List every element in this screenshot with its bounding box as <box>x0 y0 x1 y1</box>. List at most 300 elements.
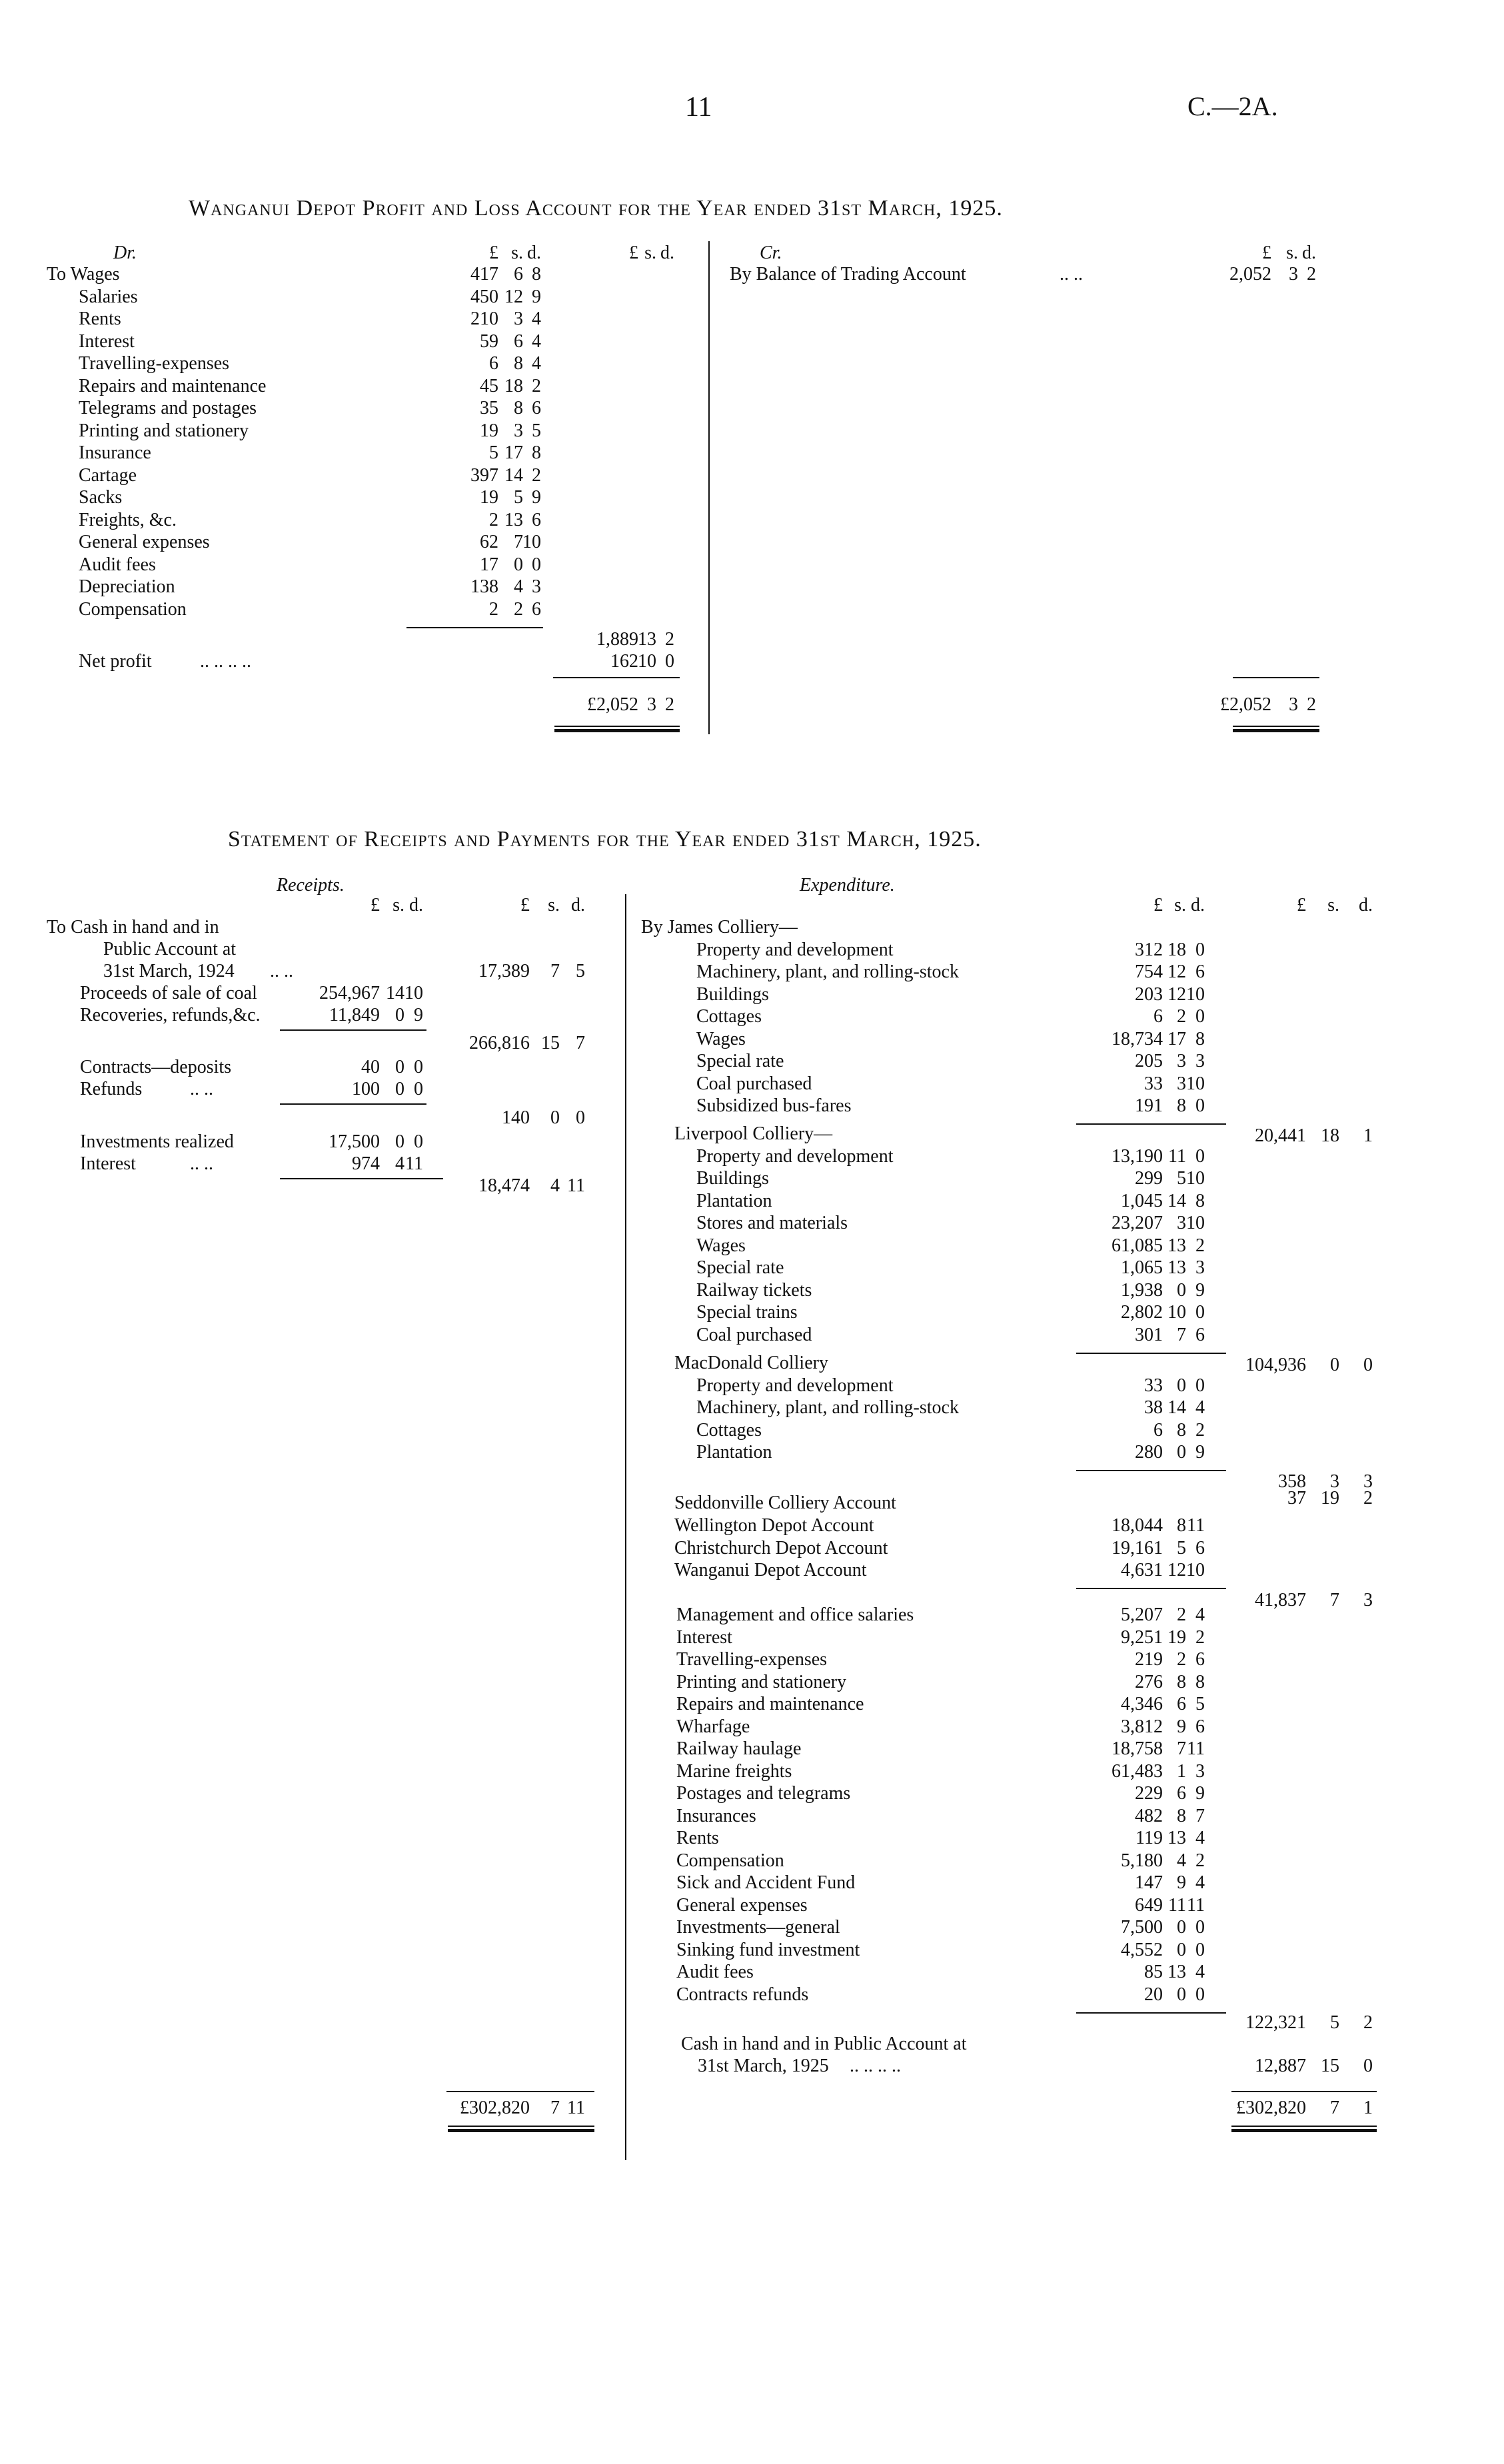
james-colliery-total-pounds: 20,441 <box>1255 1125 1306 1146</box>
expenditure-total-rule <box>1231 2091 1377 2092</box>
pl-total-cr-pounds: £2,052 <box>1220 694 1271 715</box>
pl-item-shillings: 12 <box>504 286 523 307</box>
macdonald-colliery-item-shillings: 0 <box>1177 1375 1186 1396</box>
depot-item-label: Christchurch Depot Account <box>674 1537 888 1558</box>
col-head: £ <box>1262 243 1271 263</box>
receipt-total-pounds: £302,820 <box>460 2098 530 2118</box>
col-head: d. <box>660 243 674 263</box>
james-colliery-item-label: Machinery, plant, and rolling-stock <box>696 961 959 982</box>
cr-item-label: By Balance of Trading Account <box>730 264 966 285</box>
pl-subtotal-pence: 2 <box>665 628 674 650</box>
pl-subtotal-pounds: 1,889 <box>596 628 638 650</box>
expenditure-total-pence: 1 <box>1363 2098 1373 2118</box>
depots-total-shillings: 7 <box>1330 1590 1339 1610</box>
macdonald-colliery-item-pence: 2 <box>1195 1419 1205 1441</box>
general-item-pence: 0 <box>1195 1939 1205 1960</box>
pl-item-pence: 6 <box>532 398 541 418</box>
receipt-coal-pounds: 254,967 <box>319 983 380 1003</box>
james-colliery-item-pence: 0 <box>1195 1006 1205 1027</box>
liverpool-colliery-heading: Liverpool Colliery— <box>674 1123 833 1144</box>
pl-item-pounds: 35 <box>480 398 498 418</box>
general-item-pounds: 85 <box>1144 1962 1163 1982</box>
receipt-cash-pence: 5 <box>576 961 585 981</box>
col-head: £ <box>1153 895 1163 916</box>
receipt-coal-label: Proceeds of sale of coal <box>80 983 257 1003</box>
pl-item-pence: 10 <box>522 532 541 552</box>
general-item-pounds: 20 <box>1144 1984 1163 2005</box>
liverpool-colliery-item-label: Plantation <box>696 1190 772 1211</box>
general-item-label: Compensation <box>676 1850 784 1871</box>
liverpool-colliery-total-shillings: 0 <box>1330 1354 1339 1375</box>
receipt-cash-line: To Cash in hand and in <box>47 917 219 937</box>
general-item-shillings: 2 <box>1177 1649 1186 1670</box>
liverpool-colliery-item-label: Coal purchased <box>696 1324 812 1345</box>
receipt-cash-line: Public Account at <box>103 939 237 959</box>
liverpool-colliery-item-shillings: 13 <box>1167 1257 1186 1278</box>
pl-item-label: Telegrams and postages <box>79 398 257 418</box>
receipt-sub1-pounds: 266,816 <box>469 1033 530 1053</box>
pl-divider <box>708 241 710 734</box>
receipt-refunds-pounds: 100 <box>352 1079 380 1099</box>
general-item-label: Insurances <box>676 1805 756 1826</box>
general-item-pence: 8 <box>1195 1671 1205 1692</box>
receipt-interest-label: Interest <box>80 1153 136 1174</box>
general-item-label: Sinking fund investment <box>676 1939 860 1960</box>
receipt-recoveries-shillings: 0 <box>395 1005 404 1025</box>
receipt-total-underline <box>448 2126 594 2132</box>
james-colliery-item-shillings: 12 <box>1167 983 1186 1005</box>
general-item-shillings: 2 <box>1177 1604 1186 1625</box>
pl-item-label: Interest <box>79 330 135 352</box>
receipt-rule <box>280 1103 426 1105</box>
col-head: d. <box>1302 243 1316 263</box>
james-colliery-item-shillings: 3 <box>1177 1073 1186 1094</box>
general-item-pounds: 649 <box>1135 1894 1163 1916</box>
pl-item-label: Salaries <box>79 286 138 307</box>
pl-item-pounds: 5 <box>489 442 498 463</box>
receipt-sub3-pence: 11 <box>567 1175 585 1196</box>
general-total-pence: 2 <box>1363 2012 1373 2033</box>
james-colliery-item-pounds: 6 <box>1153 1006 1163 1027</box>
james-colliery-heading: By James Colliery— <box>641 917 798 937</box>
receipt-contracts-pence: 0 <box>414 1057 423 1077</box>
general-item-pence: 2 <box>1195 1850 1205 1871</box>
pl-item-pounds: 19 <box>480 420 498 441</box>
col-head: s. <box>392 895 404 916</box>
pl-item-label: Audit fees <box>79 554 156 575</box>
liverpool-colliery-item-pence: 6 <box>1195 1324 1205 1345</box>
james-colliery-total-shillings: 18 <box>1321 1125 1339 1146</box>
leader-dots: .. .. <box>190 1153 213 1174</box>
col-head: £ <box>489 243 498 263</box>
general-item-pence: 0 <box>1195 1984 1205 2005</box>
liverpool-colliery-item-label: Special rate <box>696 1257 784 1278</box>
james-colliery-item-shillings: 8 <box>1177 1095 1186 1116</box>
liverpool-colliery-item-pounds: 301 <box>1135 1324 1163 1345</box>
general-item-shillings: 8 <box>1177 1671 1186 1692</box>
james-colliery-item-pence: 8 <box>1195 1028 1205 1049</box>
general-item-pounds: 18,758 <box>1112 1738 1163 1759</box>
pl-item-pounds: 417 <box>470 264 498 285</box>
pl-item-shillings: 3 <box>514 308 523 329</box>
pl-total-dr-pounds: £2,052 <box>587 694 638 715</box>
pl-item-pounds: 2 <box>489 598 498 620</box>
receipt-refunds-label: Refunds <box>80 1079 143 1099</box>
general-item-shillings: 0 <box>1177 1917 1186 1938</box>
depots-total-pence: 3 <box>1363 1590 1373 1610</box>
receipt-interest-pence: 11 <box>405 1153 423 1174</box>
col-head: £ <box>520 895 530 916</box>
expenditure-total-shillings: 7 <box>1330 2098 1339 2118</box>
liverpool-colliery-item-label: Special trains <box>696 1302 798 1323</box>
liverpool-colliery-item-pence: 9 <box>1195 1279 1205 1301</box>
pl-subtotal-rule <box>406 627 543 628</box>
col-head: £ <box>629 243 638 263</box>
general-item-pounds: 229 <box>1135 1783 1163 1804</box>
pl-item-shillings: 5 <box>514 487 523 508</box>
general-item-shillings: 0 <box>1177 1984 1186 2005</box>
cr-item-shillings: 3 <box>1289 264 1298 285</box>
col-head: s. <box>1286 243 1298 263</box>
receipt-contracts-shillings: 0 <box>395 1057 404 1077</box>
pl-total-cr-shillings: 3 <box>1289 694 1298 715</box>
james-colliery-item-pounds: 191 <box>1135 1095 1163 1116</box>
macdonald-colliery-item-shillings: 8 <box>1177 1419 1186 1441</box>
pl-item-pounds: 210 <box>470 308 498 329</box>
general-item-shillings: 8 <box>1177 1805 1186 1826</box>
pl-item-label: Insurance <box>79 442 151 463</box>
general-item-shillings: 13 <box>1167 1962 1186 1982</box>
pl-item-label: Sacks <box>79 487 123 508</box>
macdonald-colliery-total-pence: 3 <box>1363 1471 1373 1492</box>
receipt-investments-label: Investments realized <box>80 1131 234 1152</box>
general-item-label: Audit fees <box>676 1962 754 1982</box>
leader-dots: .. .. <box>270 961 293 981</box>
receipt-contracts-label: Contracts—deposits <box>80 1057 232 1077</box>
general-item-pounds: 276 <box>1135 1671 1163 1692</box>
depot-item-pence: 10 <box>1186 1560 1205 1580</box>
liverpool-colliery-item-shillings: 14 <box>1167 1190 1186 1211</box>
james-colliery-item-pounds: 754 <box>1135 961 1163 982</box>
james-colliery-item-pounds: 205 <box>1135 1051 1163 1071</box>
general-item-shillings: 11 <box>1168 1894 1186 1916</box>
receipt-investments-pounds: 17,500 <box>329 1131 380 1152</box>
general-item-label: Sick and Accident Fund <box>676 1872 856 1893</box>
james-colliery-item-pence: 0 <box>1195 1095 1205 1116</box>
pl-item-shillings: 3 <box>514 420 523 441</box>
general-item-shillings: 1 <box>1177 1760 1186 1782</box>
james-colliery-item-pounds: 33 <box>1144 1073 1163 1094</box>
pl-item-pounds: 17 <box>480 554 498 575</box>
pl-item-pence: 6 <box>532 598 541 620</box>
liverpool-colliery-item-label: Railway tickets <box>696 1279 812 1301</box>
james-colliery-item-pence: 10 <box>1186 983 1205 1005</box>
depot-item-pounds: 18,044 <box>1112 1515 1163 1536</box>
pl-item-shillings: 6 <box>514 264 523 285</box>
seddonville-label: Seddonville Colliery Account <box>674 1493 896 1513</box>
pl-item-label: Depreciation <box>79 576 175 597</box>
receipt-investments-shillings: 0 <box>395 1131 404 1152</box>
pl-total-dr-pence: 2 <box>665 694 674 715</box>
pl-item-label: Freights, &c. <box>79 509 177 530</box>
liverpool-colliery-item-pounds: 299 <box>1135 1168 1163 1189</box>
receipt-recoveries-pence: 9 <box>414 1005 423 1025</box>
receipt-sub2-pence: 0 <box>576 1107 585 1128</box>
col-head: £ <box>371 895 380 916</box>
pl-item-pence: 6 <box>532 509 541 530</box>
general-item-pence: 6 <box>1195 1649 1205 1670</box>
james-colliery-item-pence: 10 <box>1186 1073 1205 1094</box>
leader-dots: .. .. .. .. <box>200 650 251 672</box>
general-item-label: Railway haulage <box>676 1738 802 1759</box>
macdonald-colliery-item-label: Property and development <box>696 1375 894 1396</box>
general-item-pence: 4 <box>1195 1604 1205 1625</box>
general-item-pounds: 61,483 <box>1112 1760 1163 1782</box>
liverpool-colliery-item-pence: 2 <box>1195 1235 1205 1256</box>
general-item-pounds: 4,346 <box>1121 1694 1163 1714</box>
pl-item-shillings: 4 <box>514 576 523 597</box>
receipt-total-shillings: 7 <box>550 2098 560 2118</box>
pl-total-cr-pence: 2 <box>1307 694 1316 715</box>
macdonald-colliery-item-pence: 9 <box>1195 1442 1205 1463</box>
macdonald-colliery-item-pounds: 38 <box>1144 1397 1163 1418</box>
col-head: d. <box>409 895 423 916</box>
pl-item-pence: 4 <box>532 330 541 352</box>
pl-item-pence: 9 <box>532 286 541 307</box>
depots-total-pounds: 41,837 <box>1255 1590 1306 1610</box>
james-colliery-total-pence: 1 <box>1363 1125 1373 1146</box>
net-profit-label: Net profit <box>79 650 152 672</box>
liverpool-colliery-item-pence: 10 <box>1186 1168 1205 1189</box>
depot-item-pence: 11 <box>1187 1515 1205 1536</box>
general-item-label: Printing and stationery <box>676 1671 847 1692</box>
liverpool-colliery-total-pence: 0 <box>1363 1354 1373 1375</box>
general-item-pence: 7 <box>1195 1805 1205 1826</box>
depot-item-label: Wellington Depot Account <box>674 1515 874 1536</box>
col-head: d. <box>527 243 541 263</box>
receipt-coal-pence: 10 <box>404 983 423 1003</box>
liverpool-colliery-item-pounds: 1,045 <box>1121 1190 1163 1211</box>
general-item-pounds: 3,812 <box>1121 1716 1163 1737</box>
general-item-label: Marine freights <box>676 1760 792 1782</box>
col-head: s. <box>1174 895 1186 916</box>
general-item-shillings: 9 <box>1177 1872 1186 1893</box>
depot-item-label: Wanganui Depot Account <box>674 1560 867 1580</box>
james-colliery-item-pounds: 203 <box>1135 983 1163 1005</box>
receipt-sub3-shillings: 4 <box>550 1175 560 1196</box>
general-item-shillings: 19 <box>1167 1626 1186 1648</box>
liverpool-colliery-item-shillings: 3 <box>1177 1213 1186 1233</box>
receipt-cash-line: 31st March, 1924 <box>103 961 235 981</box>
closing-cash-label: Cash in hand and in Public Account at <box>681 2034 967 2054</box>
liverpool-colliery-item-pence: 0 <box>1195 1145 1205 1167</box>
col-head: s. <box>511 243 523 263</box>
liverpool-colliery-total-pounds: 104,936 <box>1245 1354 1306 1375</box>
pl-item-pounds: 6 <box>489 353 498 374</box>
liverpool-colliery-item-shillings: 11 <box>1168 1145 1186 1167</box>
liverpool-colliery-item-label: Stores and materials <box>696 1213 848 1233</box>
pl-cr-total-rule <box>1233 677 1319 678</box>
james-colliery-item-pounds: 312 <box>1135 939 1163 960</box>
cr-heading: Cr. <box>760 243 782 263</box>
james-colliery-item-label: Property and development <box>696 939 894 960</box>
receipt-interest-shillings: 4 <box>395 1153 404 1174</box>
net-profit-shillings: 10 <box>638 650 656 672</box>
general-item-pounds: 5,207 <box>1121 1604 1163 1625</box>
pl-item-label: Rents <box>79 308 121 329</box>
rp-divider <box>625 894 626 2160</box>
general-item-pounds: 9,251 <box>1121 1626 1163 1648</box>
james-colliery-rule <box>1076 1123 1226 1125</box>
liverpool-colliery-item-shillings: 10 <box>1167 1302 1186 1323</box>
pl-item-pence: 2 <box>532 464 541 486</box>
expenditure-total-underline <box>1231 2126 1377 2132</box>
general-item-pounds: 5,180 <box>1121 1850 1163 1871</box>
liverpool-colliery-item-shillings: 5 <box>1177 1168 1186 1189</box>
general-item-pence: 4 <box>1195 1872 1205 1893</box>
general-total-pounds: 122,321 <box>1245 2012 1306 2033</box>
expenditure-total-pounds: £302,820 <box>1236 2098 1306 2118</box>
receipt-rule <box>280 1178 443 1179</box>
macdonald-colliery-item-label: Plantation <box>696 1442 772 1463</box>
james-colliery-item-shillings: 12 <box>1167 961 1186 982</box>
receipt-sub2-shillings: 0 <box>550 1107 560 1128</box>
receipt-sub1-shillings: 15 <box>541 1033 560 1053</box>
col-head: s. <box>1327 895 1339 916</box>
pl-item-shillings: 17 <box>504 442 523 463</box>
james-colliery-item-pence: 0 <box>1195 939 1205 960</box>
general-item-label: General expenses <box>676 1894 808 1916</box>
pl-total-cr-underline <box>1233 726 1319 732</box>
general-item-pounds: 119 <box>1135 1828 1163 1848</box>
pl-item-label: Travelling-expenses <box>79 353 230 374</box>
pl-item-pence: 0 <box>532 554 541 575</box>
cr-item-pence: 2 <box>1307 264 1316 285</box>
pl-total-dr-shillings: 3 <box>647 694 656 715</box>
depot-item-pounds: 4,631 <box>1121 1560 1163 1580</box>
pl-item-pence: 4 <box>532 308 541 329</box>
liverpool-colliery-item-pence: 10 <box>1186 1213 1205 1233</box>
macdonald-colliery-item-pounds: 33 <box>1144 1375 1163 1396</box>
james-colliery-item-shillings: 3 <box>1177 1051 1186 1071</box>
general-item-pence: 3 <box>1195 1760 1205 1782</box>
liverpool-colliery-item-label: Property and development <box>696 1145 894 1167</box>
receipt-investments-pence: 0 <box>414 1131 423 1152</box>
net-profit-pence: 0 <box>665 650 674 672</box>
pl-item-label: General expenses <box>79 532 210 552</box>
james-colliery-item-pounds: 18,734 <box>1112 1028 1163 1049</box>
macdonald-colliery-item-pence: 4 <box>1195 1397 1205 1418</box>
depot-item-pence: 6 <box>1195 1537 1205 1558</box>
james-colliery-item-label: Subsidized bus-fares <box>696 1095 852 1116</box>
closing-cash-pence: 0 <box>1363 2056 1373 2076</box>
liverpool-colliery-item-shillings: 7 <box>1177 1324 1186 1345</box>
liverpool-colliery-item-label: Wages <box>696 1235 746 1256</box>
receipt-total-rule <box>446 2091 594 2092</box>
liverpool-colliery-item-label: Buildings <box>696 1168 769 1189</box>
pl-item-pounds: 59 <box>480 330 498 352</box>
general-item-pence: 11 <box>1187 1894 1205 1916</box>
general-item-label: Interest <box>676 1626 732 1648</box>
seddonville-pence: 2 <box>1363 1488 1373 1509</box>
receipt-rule <box>280 1029 426 1031</box>
pl-item-pence: 5 <box>532 420 541 441</box>
pl-item-shillings: 8 <box>514 353 523 374</box>
pl-title: Wanganui Depot Profit and Loss Account for the Year ended 31st March, 1925. <box>189 196 1003 221</box>
receipt-total-pence: 11 <box>567 2098 585 2118</box>
receipt-cash-shillings: 7 <box>550 961 560 981</box>
macdonald-colliery-rule <box>1076 1470 1226 1471</box>
col-head: d. <box>1191 895 1205 916</box>
macdonald-colliery-item-label: Machinery, plant, and rolling-stock <box>696 1397 959 1418</box>
receipt-refunds-pence: 0 <box>414 1079 423 1099</box>
general-item-pence: 5 <box>1195 1694 1205 1714</box>
receipt-refunds-shillings: 0 <box>395 1079 404 1099</box>
liverpool-colliery-item-pounds: 2,802 <box>1121 1302 1163 1323</box>
general-item-label: Postages and telegrams <box>676 1783 851 1804</box>
general-item-label: Repairs and maintenance <box>676 1694 864 1714</box>
general-item-pence: 2 <box>1195 1626 1205 1648</box>
pl-item-pence: 8 <box>532 264 541 285</box>
cr-item-pounds: 2,052 <box>1229 264 1271 285</box>
general-rule <box>1076 2012 1226 2014</box>
general-item-pence: 11 <box>1187 1738 1205 1759</box>
general-item-pence: 4 <box>1195 1828 1205 1848</box>
depot-item-shillings: 5 <box>1177 1537 1186 1558</box>
general-item-pence: 9 <box>1195 1783 1205 1804</box>
general-item-pounds: 219 <box>1135 1649 1163 1670</box>
receipt-sub2-pounds: 140 <box>502 1107 530 1128</box>
receipt-sub3-pounds: 18,474 <box>478 1175 530 1196</box>
expenditure-heading: Expenditure. <box>800 875 895 896</box>
receipt-recoveries-label: Recoveries, refunds,&c. <box>80 1005 261 1025</box>
rp-title: Statement of Receipts and Payments for the Year ended 31st March, 1925. <box>228 827 982 852</box>
pl-total-dr-underline <box>554 726 680 732</box>
depot-item-pounds: 19,161 <box>1112 1537 1163 1558</box>
general-item-pounds: 147 <box>1135 1872 1163 1893</box>
pl-item-shillings: 6 <box>514 330 523 352</box>
general-item-shillings: 6 <box>1177 1783 1186 1804</box>
pl-item-pounds: 397 <box>470 464 498 486</box>
pl-item-label: Repairs and maintenance <box>79 375 267 396</box>
pl-item-pence: 4 <box>532 353 541 374</box>
col-head: s. <box>548 895 560 916</box>
leader-dots: .. .. <box>1060 264 1083 285</box>
pl-total-rule <box>553 677 680 678</box>
macdonald-colliery-heading: MacDonald Colliery <box>674 1353 828 1373</box>
general-item-label: Investments—general <box>676 1917 840 1938</box>
general-item-pounds: 4,552 <box>1121 1939 1163 1960</box>
pl-item-pence: 8 <box>532 442 541 463</box>
receipt-recoveries-pounds: 11,849 <box>329 1005 380 1025</box>
leader-dots: .. .. .. .. <box>850 2056 901 2076</box>
leader-dots: .. .. <box>190 1079 213 1099</box>
general-item-shillings: 6 <box>1177 1694 1186 1714</box>
liverpool-colliery-item-shillings: 13 <box>1167 1235 1186 1256</box>
general-item-label: Travelling-expenses <box>676 1649 828 1670</box>
liverpool-colliery-item-pence: 8 <box>1195 1190 1205 1211</box>
pl-item-shillings: 13 <box>504 509 523 530</box>
pl-item-shillings: 0 <box>514 554 523 575</box>
general-item-shillings: 0 <box>1177 1939 1186 1960</box>
macdonald-colliery-item-shillings: 0 <box>1177 1442 1186 1463</box>
depot-item-shillings: 12 <box>1167 1560 1186 1580</box>
macdonald-colliery-total-pounds: 358 <box>1278 1471 1306 1492</box>
pl-item-shillings: 8 <box>514 398 523 418</box>
receipts-heading: Receipts. <box>277 875 345 896</box>
general-item-pounds: 482 <box>1135 1805 1163 1826</box>
general-item-pence: 4 <box>1195 1962 1205 1982</box>
